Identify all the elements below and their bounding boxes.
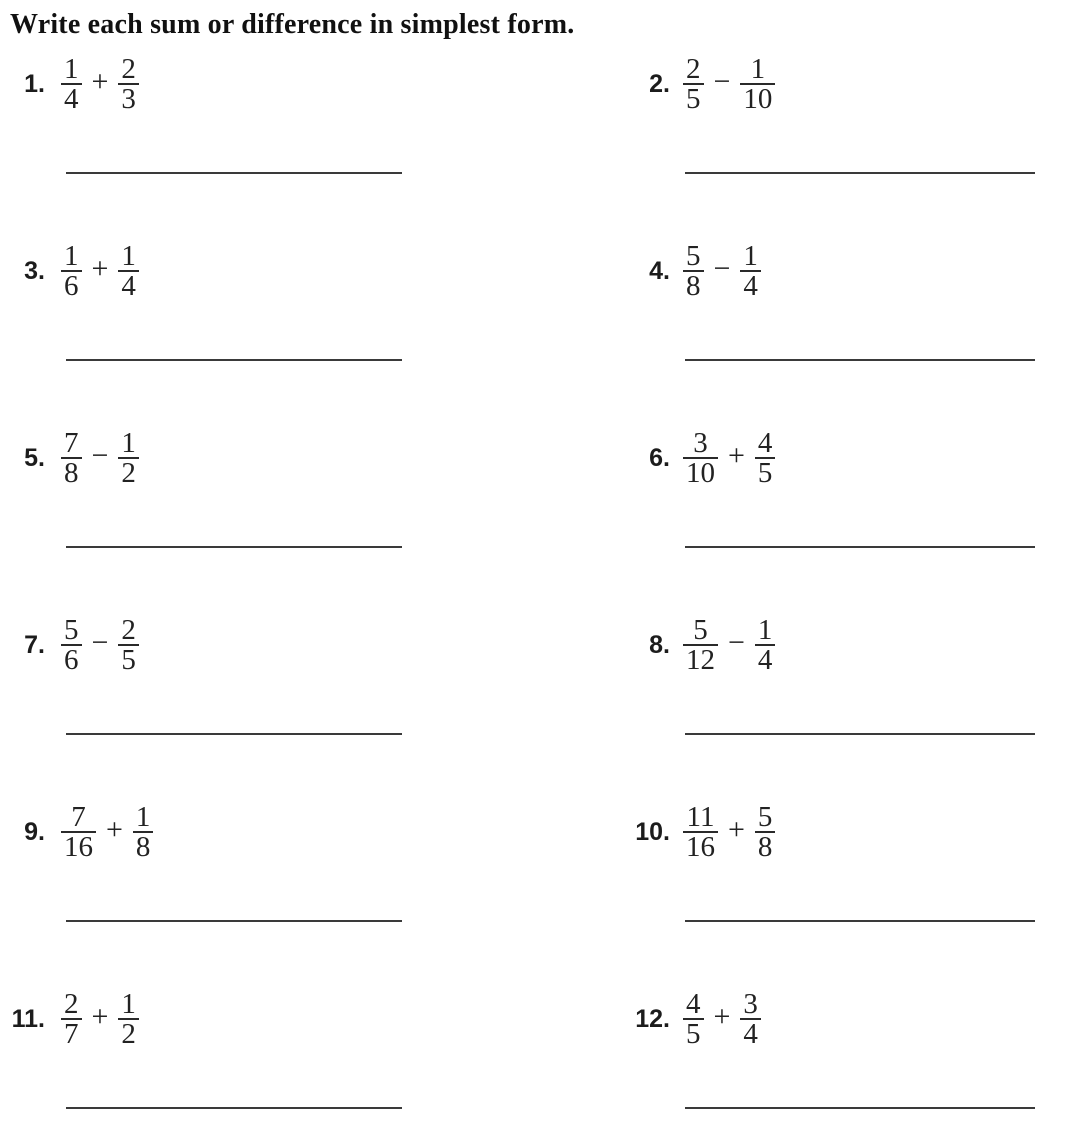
fraction-2	[740, 240, 761, 302]
answer-line[interactable]	[66, 359, 402, 361]
fraction-2-numerator: 2	[121, 614, 136, 646]
expression	[0, 988, 139, 1050]
fraction-1	[683, 53, 704, 115]
problem-2	[537, 0, 1074, 187]
fraction-1-numerator: 2	[64, 988, 79, 1020]
problem-6	[537, 374, 1074, 561]
answer-line[interactable]	[685, 920, 1035, 922]
answer-line[interactable]	[685, 733, 1035, 735]
fraction-2	[118, 53, 139, 115]
fraction-2	[755, 801, 776, 863]
fraction-2-numerator: 1	[757, 614, 773, 646]
answer-line[interactable]	[66, 1107, 402, 1109]
fraction-1	[683, 240, 704, 302]
fraction-1-numerator: 1	[64, 240, 79, 272]
expression	[537, 53, 775, 115]
fraction-1-denominator: 16	[683, 831, 718, 860]
expression	[537, 427, 775, 489]
fraction-2-numerator: 1	[121, 427, 136, 459]
operator: +	[728, 813, 745, 846]
fraction-1-denominator: 8	[683, 270, 704, 299]
answer-line[interactable]	[66, 546, 402, 548]
fraction-1-numerator: 5	[693, 614, 708, 646]
fraction-1-denominator: 10	[683, 457, 718, 486]
fraction-1-denominator: 12	[683, 644, 718, 673]
fraction-1	[683, 614, 718, 676]
fraction-2-numerator: 1	[121, 988, 136, 1020]
fraction-2	[740, 988, 761, 1050]
operator: +	[91, 65, 109, 98]
fraction-1	[683, 988, 704, 1050]
fraction-2-denominator: 2	[118, 457, 139, 486]
expression	[537, 614, 775, 676]
fraction-2-numerator: 1	[121, 240, 136, 272]
fraction-2	[133, 801, 154, 863]
operator: +	[106, 813, 123, 846]
operator: +	[91, 252, 109, 285]
problem-number: 3.	[24, 256, 45, 285]
fraction-1-numerator: 5	[686, 240, 701, 272]
expression	[0, 801, 153, 863]
fraction-2-denominator: 4	[740, 270, 761, 299]
answer-line[interactable]	[685, 172, 1035, 174]
fraction-1-numerator: 5	[64, 614, 79, 646]
answer-line[interactable]	[685, 359, 1035, 361]
fraction-2-numerator: 2	[121, 53, 136, 85]
problem-10	[537, 748, 1074, 935]
problem-number: 7.	[24, 630, 45, 659]
fraction-1-denominator: 5	[683, 1018, 704, 1047]
operator: −	[91, 439, 109, 472]
fraction-1-denominator: 6	[61, 270, 82, 299]
fraction-2	[755, 614, 776, 676]
problem-number: 6.	[649, 443, 670, 472]
fraction-1	[61, 240, 82, 302]
fraction-2-numerator: 1	[135, 801, 151, 833]
operator: +	[91, 1000, 109, 1033]
fraction-1-denominator: 6	[61, 644, 82, 673]
operator: −	[91, 626, 109, 659]
fraction-2-numerator: 1	[750, 53, 766, 85]
operator: +	[713, 1000, 731, 1033]
fraction-1-numerator: 1	[64, 53, 79, 85]
fraction-1-numerator: 7	[64, 427, 79, 459]
fraction-2-denominator: 4	[755, 644, 776, 673]
fraction-2-numerator: 4	[757, 427, 773, 459]
problem-number: 11.	[11, 1004, 45, 1033]
expression	[0, 240, 139, 302]
fraction-1-denominator: 7	[61, 1018, 82, 1047]
fraction-2-numerator: 5	[757, 801, 773, 833]
fraction-1-denominator: 5	[683, 83, 704, 112]
fraction-1-numerator: 3	[693, 427, 708, 459]
operator: −	[713, 65, 731, 98]
fraction-1-numerator: 11	[686, 801, 715, 833]
problem-number: 1.	[24, 69, 45, 98]
fraction-2-numerator: 3	[743, 988, 758, 1020]
fraction-2-numerator: 1	[743, 240, 758, 272]
fraction-1	[61, 614, 82, 676]
expression	[537, 801, 775, 863]
expression	[537, 988, 761, 1050]
problem-8	[537, 561, 1074, 748]
fraction-2	[755, 427, 776, 489]
fraction-1	[683, 801, 718, 863]
fraction-1-denominator: 16	[61, 831, 96, 860]
answer-line[interactable]	[685, 1107, 1035, 1109]
fraction-2-denominator: 3	[118, 83, 139, 112]
fraction-2	[740, 53, 775, 115]
problem-11	[0, 935, 537, 1122]
operator: −	[728, 626, 745, 659]
expression	[0, 614, 139, 676]
fraction-1	[61, 988, 82, 1050]
problem-5	[0, 374, 537, 561]
problem-4	[537, 187, 1074, 374]
problem-number: 9.	[24, 817, 45, 846]
expression	[0, 53, 139, 115]
fraction-2	[118, 427, 139, 489]
fraction-1-numerator: 4	[686, 988, 701, 1020]
fraction-2-denominator: 5	[755, 457, 776, 486]
expression	[0, 427, 139, 489]
problem-number: 5.	[24, 443, 45, 472]
fraction-2-denominator: 10	[740, 83, 775, 112]
fraction-1-denominator: 8	[61, 457, 82, 486]
fraction-2-denominator: 5	[118, 644, 139, 673]
fraction-2-denominator: 8	[755, 831, 776, 860]
operator: +	[728, 439, 745, 472]
problem-3	[0, 187, 537, 374]
problem-9	[0, 748, 537, 935]
answer-line[interactable]	[66, 733, 402, 735]
fraction-2	[118, 240, 139, 302]
fraction-2-denominator: 2	[118, 1018, 139, 1047]
fraction-1-denominator: 4	[61, 83, 82, 112]
fraction-1-numerator: 7	[71, 801, 86, 833]
fraction-1	[61, 427, 82, 489]
fraction-2	[118, 614, 139, 676]
instructions-heading: Write each sum or difference in simplest form.	[10, 9, 575, 40]
expression	[537, 240, 761, 302]
fraction-1	[61, 53, 82, 115]
problem-1	[0, 0, 537, 187]
fraction-2	[118, 988, 139, 1050]
problem-number: 2.	[649, 69, 670, 98]
problem-7	[0, 561, 537, 748]
answer-line[interactable]	[685, 546, 1035, 548]
problem-number: 10.	[635, 817, 670, 846]
problem-number: 4.	[649, 256, 670, 285]
fraction-2-denominator: 8	[133, 831, 154, 860]
fraction-2-denominator: 4	[740, 1018, 761, 1047]
problem-12	[537, 935, 1074, 1122]
answer-line[interactable]	[66, 172, 402, 174]
operator: −	[713, 252, 731, 285]
fraction-1-numerator: 2	[686, 53, 701, 85]
fraction-1	[61, 801, 96, 863]
fraction-2-denominator: 4	[118, 270, 139, 299]
fraction-1	[683, 427, 718, 489]
answer-line[interactable]	[66, 920, 402, 922]
problem-number: 8.	[649, 630, 670, 659]
problem-number: 12.	[635, 1004, 670, 1033]
